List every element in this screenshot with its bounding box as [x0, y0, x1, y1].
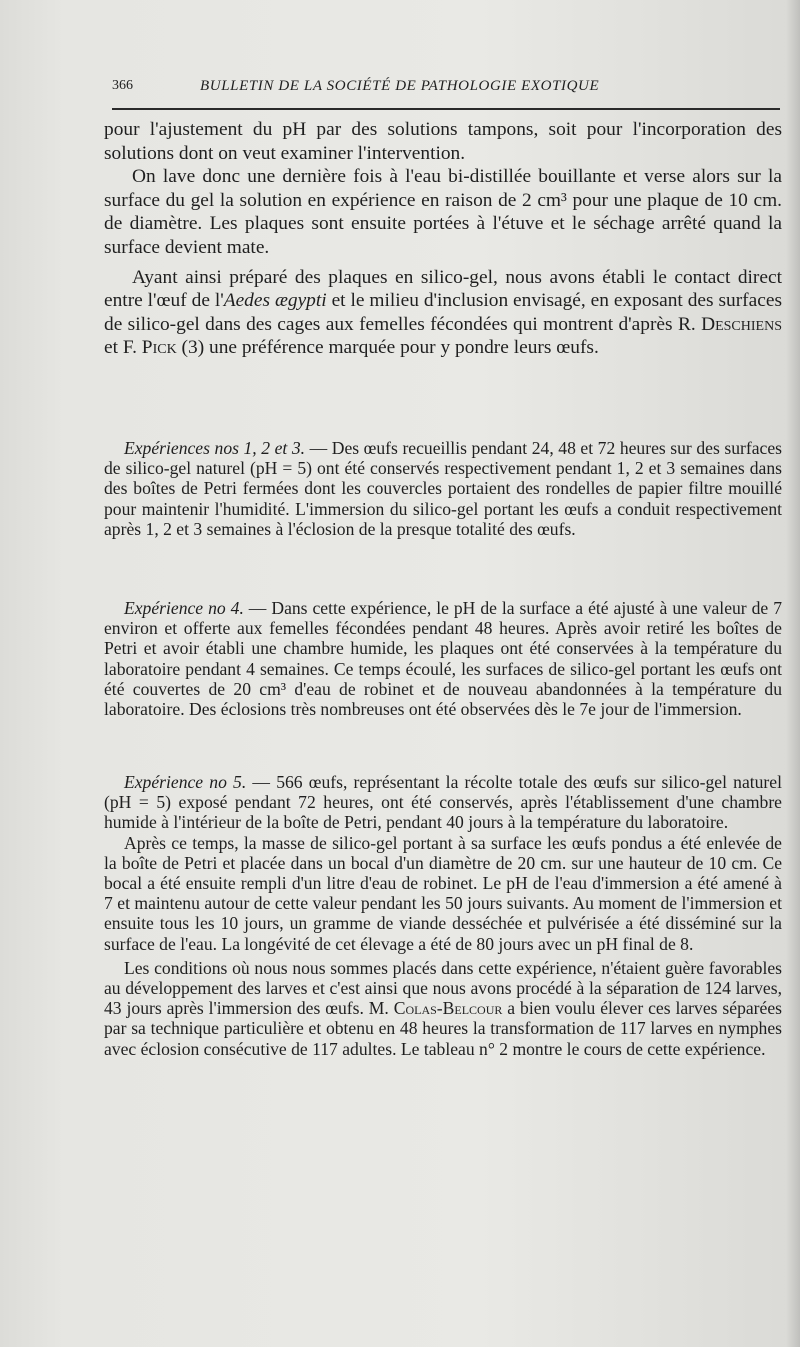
page-edge-shadow: [786, 0, 800, 1347]
paragraph-1: pour l'ajustement du pH par des solutions tampons, soit pour l'incorporation des solutions dont on veut examiner l'intervention.: [104, 119, 782, 164]
experiment-4-text: — Dans cette expérience, le pH de la surface a été ajusté à une valeur de 7 environ et offerte aux femelles fécondées pendant 48 heures. Après avoir retiré les boîtes de Petri et avoir établi une chambre humide, les plaques ont été conservées à la température du laboratoire pendant 4 semaines. Ce temps écoulé, les surfaces de silico-gel portant les œufs ont été couvertes de 20 cm³ d'eau de robinet et de nouveau abandonnées à la température du laboratoire. Des éclosions très nombreuses ont été observées dès le 7e jour de l'immersion.: [104, 598, 782, 720]
experiment-4-title: Expérience no 4.: [124, 598, 244, 618]
paragraph-3-part2: et le milieu d'inclusion envisagé, en exposant des surfaces de silico-gel dans des cages aux femelles fécondées qui montrent d'après R.: [104, 290, 783, 335]
experiment-5-paragraph-1: [104, 772, 782, 833]
experiment-5-paragraph-2: Après ce temps, la masse de silico-gel portant à sa surface les œufs pondus a été enlevée de la boîte de Petri et placée dans un bocal d'un diamètre de 20 cm. sur une hauteur de 10 cm. Ce bocal a été ensuite rempli d'un litre d'eau de robinet. Le pH de l'eau d'immersion a été amené à 7 et maintenu autour de cette valeur pendant les 50 jours suivants. Au moment de l'immersion et ensuite tous les 10 jours, un gramme de viande desséchée et pulvérisée a été disséminé sur la surface de l'eau. La longévité de cet élevage a été de 80 jours avec un pH final de 8.: [104, 832, 782, 954]
experiment-4: [104, 598, 782, 719]
paragraph-3-part1: Ayant ainsi préparé des plaques en silico-gel, nous avons établi le contact direct entre l'œuf de l': [104, 266, 782, 312]
experiments-1-3: [104, 438, 782, 539]
author-deschiens: Deschiens: [701, 313, 782, 335]
species-name: Aedes ægypti: [223, 290, 327, 312]
experiment-1-3-title: Expériences nos 1, 2 et 3.: [124, 438, 306, 458]
experiment-5-title: Expérience no 5.: [124, 772, 247, 792]
experiment-4-paragraph: [104, 598, 782, 719]
paragraph-3-part4: (3) une préférence marquée pour y pondre leurs œufs.: [176, 337, 599, 359]
paragraph-3-part3: et F.: [104, 337, 142, 359]
paragraph-3: [104, 266, 782, 360]
experiment-5-text: — 566 œufs, représentant la récolte totale des œufs sur silico-gel naturel (pH = 5) exposé pendant 72 heures, ont été conservés, après l'établissement d'une chambre humide à l'intérieur de la boîte de Petri, pendant 40 jours à la température du laboratoire.: [104, 772, 782, 833]
experiment-5-p3-part1: Les conditions où nous nous sommes placés dans cette expérience, n'étaient guère favorables au développement des larves et c'est ainsi que nous avons procédé à la séparation de 124 larves, 43 jours après l'immersion des œufs. M.: [104, 957, 782, 1019]
author-pick: Pick: [141, 337, 177, 359]
running-head: BULLETIN DE LA SOCIÉTÉ DE PATHOLOGIE EXOTIQUE: [200, 78, 600, 94]
page-number: 366: [112, 78, 133, 93]
experiment-5-p3-part2: a bien voulu élever ces larves séparées par sa technique particulière et obtenu en 48 heures la transformation de 117 larves en nymphes avec éclosion consécutive de 117 adultes. Le tableau n° 2 montre le cours de cette expérience.: [104, 998, 782, 1059]
header-rule: [112, 108, 780, 110]
experiment-5-paragraph-3: [104, 958, 782, 1059]
author-colas-belcour: Colas-Belcour: [393, 998, 503, 1019]
experiment-1-3-paragraph: [104, 438, 782, 539]
paragraph-2: On lave donc une dernière fois à l'eau bi-distillée bouillante et verse alors sur la surface du gel la solution en expérience en raison de 2 cm³ pour une plaque de 10 cm. de diamètre. Les plaques sont ensuite portées à l'étuve et le séchage arrêté quand la surface devient mate.: [104, 166, 782, 258]
page-header: [112, 74, 780, 102]
experiment-1-3-text: — Des œufs recueillis pendant 24, 48 et 72 heures sur des surfaces de silico-gel naturel (pH = 5) ont été conservés respectivement pendant 1, 2 et 3 semaines dans des boîtes de Petri fermées dont les couvercles portaient des rondelles de papier filtre mouillé pour maintenir l'humidité. L'immersion du silico-gel portant les œufs a conduit respectivement après 1, 2 et 3 semaines à l'éclosion de la presque totalité des œufs.: [104, 438, 782, 539]
body-text: [104, 118, 782, 360]
experiment-5: [104, 772, 782, 1059]
